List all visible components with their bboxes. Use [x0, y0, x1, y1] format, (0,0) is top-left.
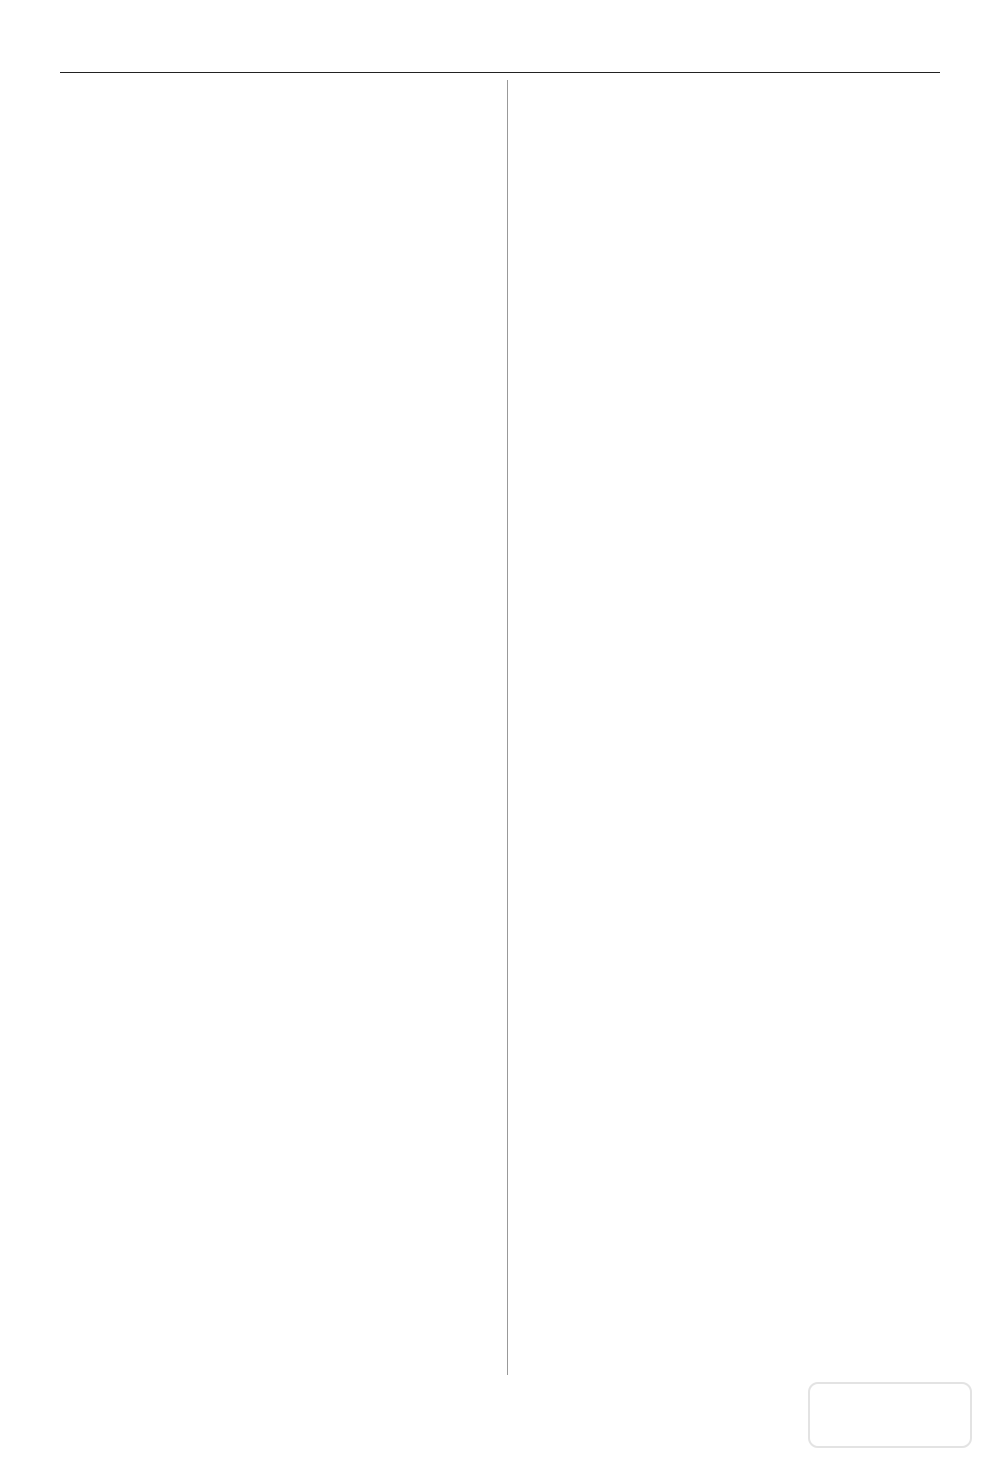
right-column — [524, 86, 949, 1374]
column-divider — [507, 80, 508, 1375]
left-column — [58, 86, 486, 1374]
watermark-logo — [808, 1382, 972, 1448]
header-rule — [60, 72, 940, 73]
